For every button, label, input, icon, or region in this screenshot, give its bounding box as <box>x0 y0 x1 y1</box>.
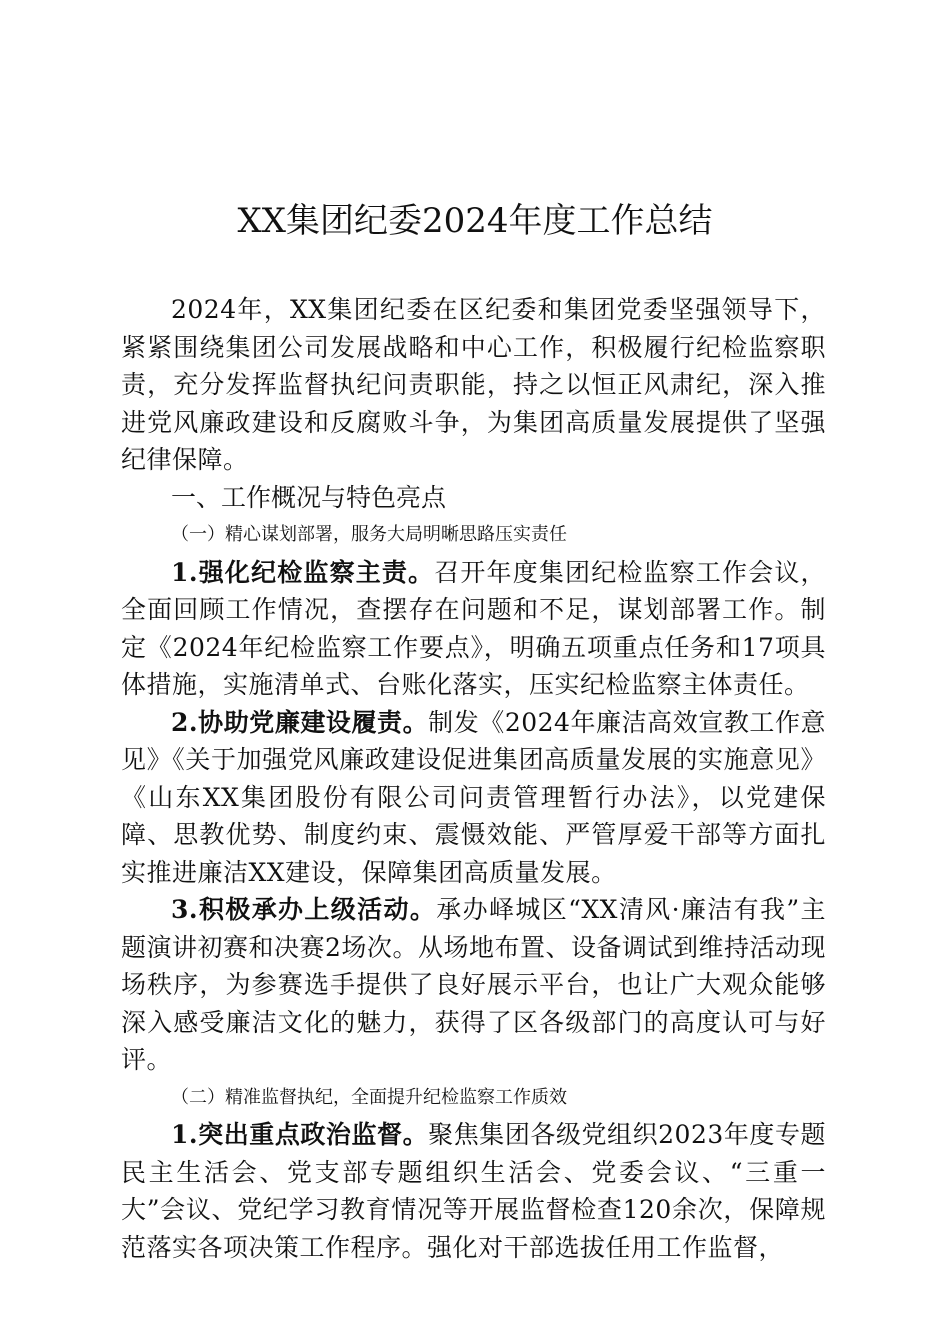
subsection-heading: （二）精准监督执纪，全面提升纪检监察工作质效 <box>171 1086 567 1108</box>
item-lead: 2.协助党廉建设履责。 <box>171 707 429 737</box>
item-lead: 1.强化纪检监察主责。 <box>171 557 435 587</box>
item-lead: 1.突出重点政治监督。 <box>171 1120 429 1149</box>
item-text: 制发《2024年廉洁高效宣教工作意见》《关于加强党风廉政建设促进集团高质量发展的实施意见》《山东XX集团股份有限公司问责管理暂行办法》，以党建保障、思教优势、制度约束、震慑效能、严管厚爱干部等方面扎实推进廉洁XX建设，保障集团高质量发展。 <box>121 707 826 887</box>
section-heading: 一、工作概况与特色亮点 <box>171 482 447 512</box>
item-text: 承办峄城区“XX清风·廉洁有我”主题演讲初赛和决赛2场次。从场地布置、设备调试到维持活动现场秩序，为参赛选手提供了良好展示平台，也让广大观众能够深入感受廉洁文化的魅力，获得了区各级部门的高度认可与好评。 <box>121 895 826 1074</box>
list-item <box>121 704 826 892</box>
item-lead: 3.积极承办上级活动。 <box>171 895 437 924</box>
list-item <box>121 891 826 1079</box>
item-text: 聚焦集团各级党组织2023年度专题民主生活会、党支部专题组织生活会、党委会议、“三重一大”会议、党纪学习教育情况等开展监督检查120余次，保障规范落实各项决策工作程序。强化对干部选拔任用工作监督， <box>121 1120 826 1262</box>
subsection-heading: （一）精心谋划部署，服务大局明晰思路压实责任 <box>171 524 567 545</box>
item-text: 召开年度集团纪检监察工作会议，全面回顾工作情况，查摆存在问题和不足，谋划部署工作。制定《2024年纪检监察工作要点》，明确五项重点任务和17项具体措施，实施清单式、台账化落实，压实纪检监察主体责任。 <box>121 557 826 699</box>
list-item <box>121 1116 826 1266</box>
list-item <box>121 554 826 704</box>
intro-paragraph: 2024年，XX集团纪委在区纪委和集团党委坚强领导下，紧紧围绕集团公司发展战略和中心工作，积极履行纪检监察职责，充分发挥监督执纪问责职能，持之以恒正风肃纪，深入推进党风廉政建设和反腐败斗争，为集团高质量发展提供了坚强纪律保障。 <box>121 295 826 474</box>
document-title: XX集团纪委2024年度工作总结 <box>237 201 713 241</box>
document-body <box>121 291 826 1266</box>
